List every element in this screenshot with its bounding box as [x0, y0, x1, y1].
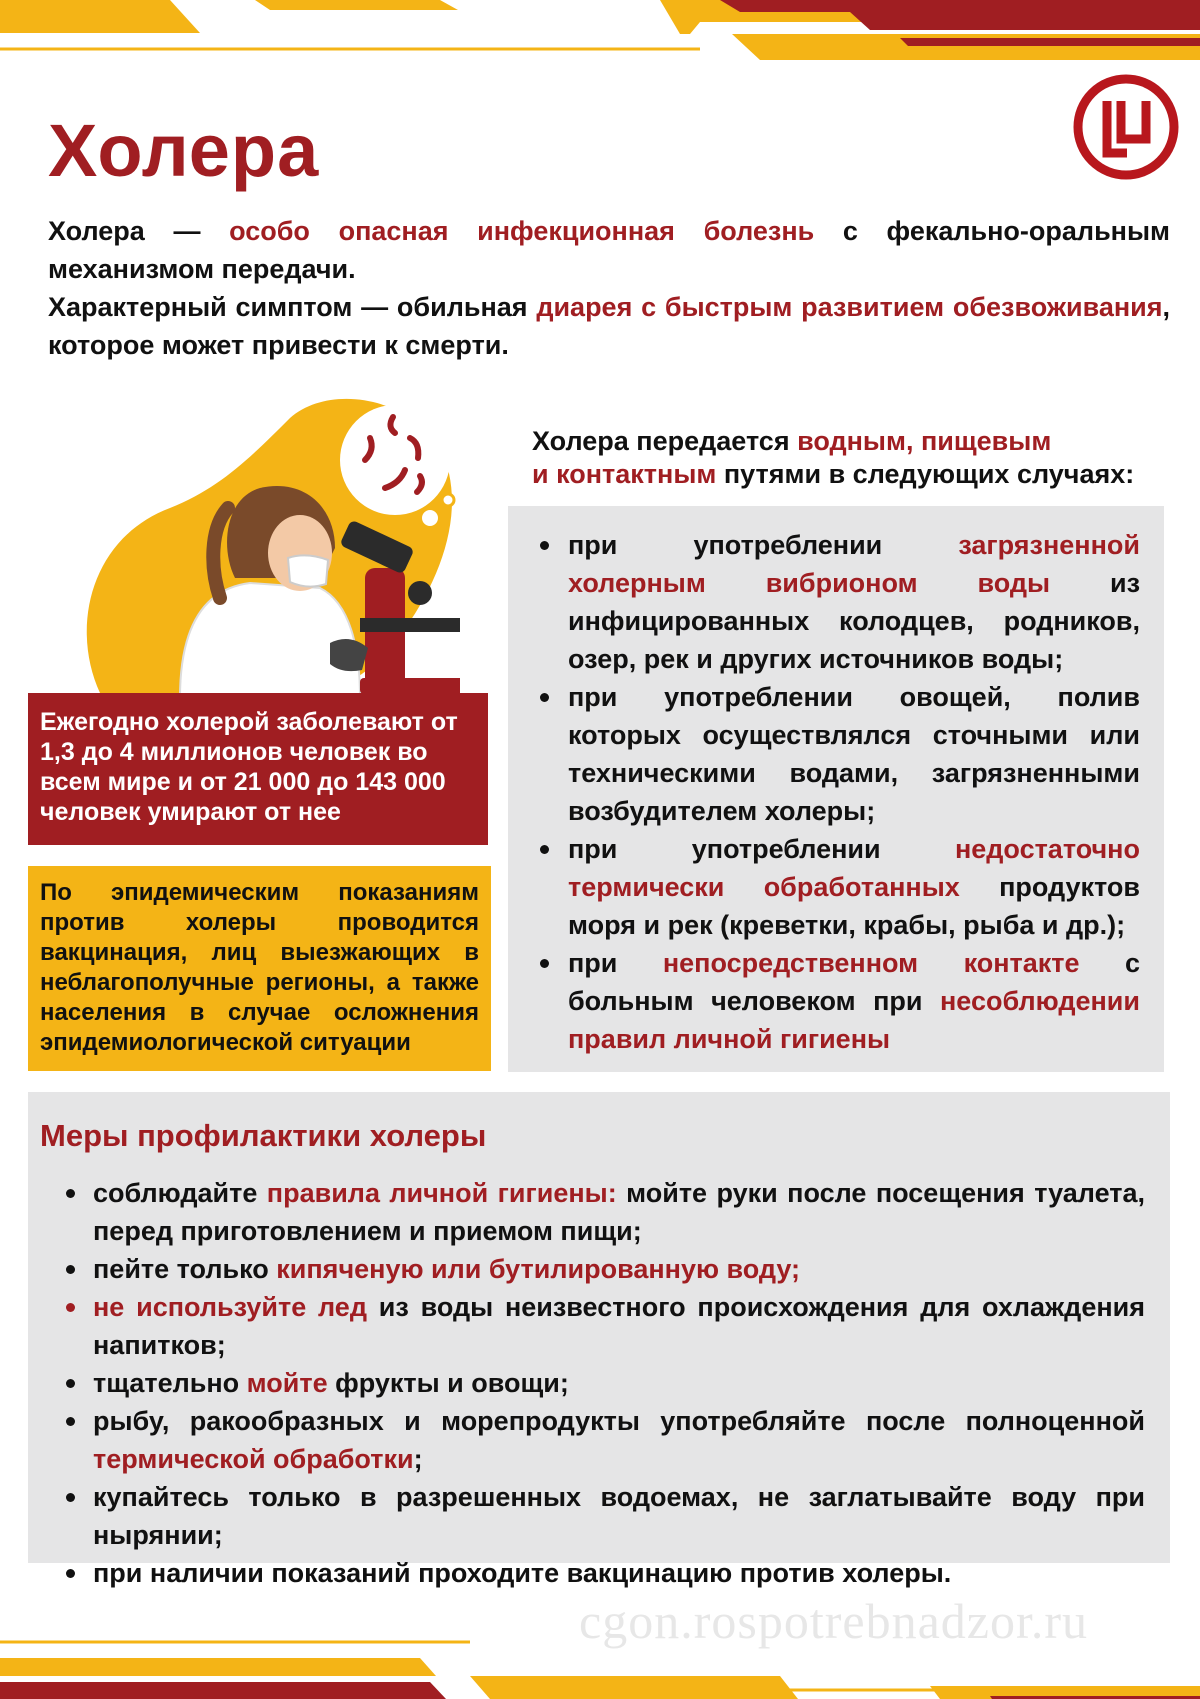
transmission-list: [508, 526, 1164, 1058]
text-segment: мойте руки после посещения туалета, перед приготовлением и приемом пищи;: [93, 1178, 1145, 1246]
statistics-box: Ежегодно холерой заболевают от 1,3 до 4 миллионов человек во всем мире и от 21 000 до 143 000 человек умирают от нее: [28, 693, 488, 845]
transmission-heading: [532, 425, 1172, 491]
text-segment: фрукты и овощи;: [327, 1368, 569, 1398]
bullet-icon: [66, 1303, 75, 1312]
top-decor-stripes: [0, 0, 1200, 70]
prevention-title: Меры профилактики холеры: [40, 1118, 487, 1153]
bullet-icon: [66, 1379, 75, 1388]
highlighted-text: непосредственном контакте: [662, 948, 1080, 978]
bullet-icon: [66, 1417, 75, 1426]
cgon-logo-icon: [1072, 73, 1180, 181]
transmission-panel: [508, 506, 1164, 1072]
bullet-icon: [540, 693, 549, 702]
bullet-icon: [540, 541, 549, 550]
text-segment: Холера передается: [532, 426, 798, 456]
bullet-icon: [66, 1569, 75, 1578]
text-segment: рыбу, ракообразных и морепродукты употребляйте после полноценной: [93, 1406, 1145, 1436]
text-segment: при наличии показаний проходите вакцинацию против холеры.: [93, 1558, 952, 1588]
highlighted-text: несоблюдении правил личной гигиены: [568, 986, 1140, 1054]
highlighted-text: термической обработки: [93, 1444, 414, 1474]
text-segment: при употреблении: [568, 530, 959, 560]
vaccination-box: По эпидемическим показаниям против холеры проводится вакцинация, лиц выезжающих в неблагополучные регионы, а также населения в случае осложнения эпидемиологической ситуации: [28, 866, 491, 1071]
highlighted-text: недостаточно термически обработанных: [568, 834, 1140, 902]
text-segment: при употреблении овощей, полив которых осуществлялся сточными или техническими водами, загрязненными возбудителем холеры;: [568, 682, 1140, 826]
highlighted-text: и контактным: [532, 459, 717, 489]
list-item: [28, 1288, 1170, 1364]
text-segment: пейте только: [93, 1254, 277, 1284]
text-segment: Характерный симптом — обильная: [48, 292, 537, 322]
text-segment: продуктов моря и рек (креветки, крабы, рыба и др.);: [568, 872, 1140, 940]
list-item: [508, 830, 1164, 944]
highlighted-text: правила личной гигиены:: [266, 1178, 617, 1208]
prevention-panel: [28, 1092, 1170, 1588]
highlighted-text: водным, пищевым: [797, 426, 1052, 456]
intro-text: [48, 212, 1170, 364]
bullet-icon: [66, 1493, 75, 1502]
text-segment: с фекально-оральным механизмом передачи.: [48, 216, 1171, 284]
bullet-icon: [66, 1265, 75, 1274]
bullet-icon: [66, 1189, 75, 1198]
website-watermark[interactable]: cgon.rospotrebnadzor.ru: [579, 1593, 1088, 1649]
bullet-icon: [540, 845, 549, 854]
text-segment: при: [568, 948, 663, 978]
scientist-microscope-illustration: [60, 388, 460, 698]
text-segment: соблюдайте: [93, 1178, 267, 1208]
text-segment: из инфицированных колодцев, родников, озер, рек и других источников воды;: [568, 568, 1140, 674]
list-item: [28, 1478, 1170, 1554]
text-segment: с больным человеком при: [568, 948, 1140, 1016]
list-item: [28, 1554, 1170, 1592]
text-segment: купайтесь только в разрешенных водоемах, не заглатывайте воду при нырянии;: [93, 1482, 1145, 1550]
highlighted-text: особо опасная инфекционная болезнь: [229, 216, 815, 246]
list-item: [508, 526, 1164, 678]
highlighted-text: не используйте лед: [93, 1292, 367, 1322]
intro-paragraph-1: [48, 212, 1170, 288]
prevention-list: [28, 1174, 1170, 1592]
text-segment: из воды неизвестного происхождения для охлаждения напитков;: [93, 1292, 1145, 1360]
text-segment: Холера —: [48, 216, 230, 246]
text-segment: тщательно: [93, 1368, 247, 1398]
text-segment: при употреблении: [568, 834, 955, 864]
highlighted-text: диарея с быстрым развитием обезвоживания: [536, 292, 1163, 322]
page-title: Холера: [48, 109, 320, 192]
highlighted-text: мойте: [246, 1368, 328, 1398]
text-segment: путями в следующих случаях:: [716, 459, 1135, 489]
list-item: [28, 1250, 1170, 1288]
bullet-icon: [540, 959, 549, 968]
intro-paragraph-2: [48, 288, 1170, 364]
list-item: [28, 1402, 1170, 1478]
list-item: [28, 1364, 1170, 1402]
list-item: [508, 678, 1164, 830]
list-item: [28, 1174, 1170, 1250]
text-segment: , которое может привести к смерти.: [48, 292, 1171, 360]
text-segment: ;: [413, 1444, 423, 1474]
list-item: [508, 944, 1164, 1058]
highlighted-text: кипяченую или бутилированную воду;: [276, 1254, 801, 1284]
highlighted-text: загрязненной холерным вибрионом воды: [568, 530, 1140, 598]
